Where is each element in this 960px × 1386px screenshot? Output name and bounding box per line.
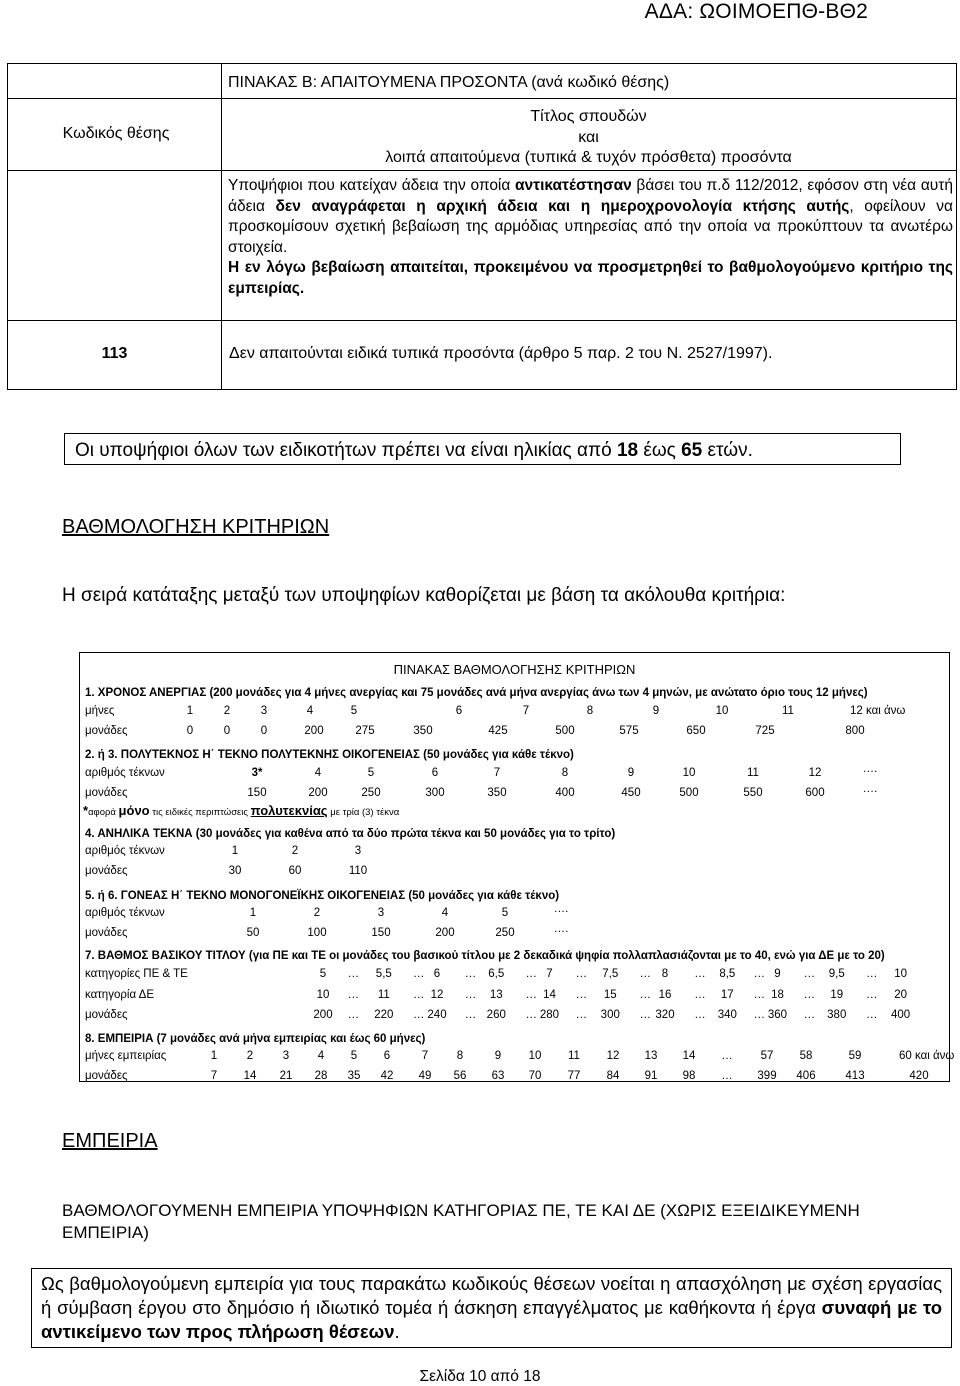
table-cell: 9 [652, 705, 660, 717]
section-experience: 8. ΕΜΠΕΙΡΙΑ (7 μονάδες ανά μήνα εμπειρίας και έως 60 μήνες) [85, 1033, 426, 1045]
criteria-heading: ΒΑΘΜΟΛΟΓΗΣΗ ΚΡΙΤΗΡΙΩΝ [62, 516, 330, 538]
table-cell: 300 [425, 787, 445, 799]
row-label: αριθμός τέκνων [85, 845, 165, 857]
table-cell: 49 [418, 1070, 432, 1082]
table-cell: 9,5 [828, 968, 845, 980]
footnote [83, 803, 399, 818]
table-cell: 7 [493, 767, 501, 779]
table-cell: 550 [743, 787, 763, 799]
table-cell: 21 [279, 1070, 293, 1082]
section-single-parent: 5. ή 6. ΓΟΝΕΑΣ Η΄ ΤΕΚΝΟ ΜΟΝΟΓΟΝΕΪΚΗΣ ΟΙΚΟΓΕΝΕΙΑΣ (50 μονάδες για κάθε τέκνο) [85, 890, 560, 902]
table-cell: 4 [441, 907, 449, 919]
age-requirement [64, 433, 901, 465]
table-cell: 6 [433, 968, 441, 980]
row-label: κατηγορία ΔΕ [85, 989, 154, 1001]
row-label: μονάδες [85, 787, 128, 799]
table-cell: … [464, 989, 477, 1001]
table-cell: 1 [249, 907, 257, 919]
license-note [228, 176, 953, 299]
table-cell: 56 [453, 1070, 467, 1082]
age-text: Οι υποψήφιοι όλων των ειδικοτήτων πρέπει να είναι ηλικίας από [75, 440, 612, 461]
table-cell: 406 [796, 1070, 816, 1082]
row-label: μονάδες [85, 1009, 128, 1021]
table-cell: 14 [543, 989, 556, 1001]
table-cell: 12 [606, 1050, 620, 1062]
continuation-dots: …. [553, 923, 569, 935]
table-cell: 12 και άνω [850, 705, 906, 717]
experience-heading: ΕΜΠΕΙΡΙΑ [62, 1130, 158, 1152]
table-cell: 400 [555, 787, 575, 799]
table-cell: 7 [210, 1070, 218, 1082]
definition-text: Ως βαθμολογούμενη εμπειρία για τους παρακάτω κωδικούς θέσεων νοείται η απασχόληση με σχέση εργασίας ή σύμβαση έργου στο δημόσιο ή ιδιωτικό τομέα ή άσκηση επαγγέλματος με καθήκοντα ή έργα [41, 1273, 942, 1318]
table-cell: … [803, 989, 816, 1001]
footnote-text: τις ειδικές περιπτώσεις [152, 807, 248, 818]
table-cell: 60 και άνω [899, 1050, 955, 1062]
row-label: αριθμός τέκνων [85, 907, 165, 919]
table-cell: 1 [210, 1050, 218, 1062]
table-cell: 10 [682, 767, 696, 779]
age-text: ετών. [707, 440, 753, 461]
table-cell: 8 [456, 1050, 464, 1062]
table-cell: … [865, 968, 878, 980]
table-cell: 250 [495, 927, 515, 939]
table-cell: … [753, 968, 765, 980]
table-cell: 19 [830, 989, 844, 1001]
table-cell: … [639, 968, 651, 980]
table-cell: 200 [313, 1009, 333, 1021]
table-cell: … [525, 1009, 537, 1021]
footnote-star: * [83, 803, 89, 818]
continuation-dots: …. [862, 783, 878, 795]
table-cell: … [347, 1009, 360, 1021]
table-cell: 50 [246, 927, 260, 939]
table-cell: … [639, 1009, 651, 1021]
table-cell: 420 [909, 1070, 929, 1082]
ada-code: ΑΔΑ: ΩΟΙΜΟΕΠΘ-ΒΘ2 [644, 0, 868, 23]
table-divider [8, 320, 956, 321]
table-cell: 400 [891, 1009, 911, 1021]
table-cell: 3 [282, 1050, 290, 1062]
column-header-title [221, 107, 956, 169]
footnote-text: με τρία (3) τέκνα [330, 807, 400, 818]
table-cell: 150 [247, 787, 267, 799]
table-cell: 30 [228, 865, 242, 877]
table-cell: 200 [308, 787, 328, 799]
table-cell: 650 [686, 725, 706, 737]
table-cell: 0 [260, 725, 268, 737]
table-divider [8, 98, 956, 99]
header-line: Τίτλος σπουδών [530, 108, 647, 125]
table-cell: 11 [568, 1050, 580, 1062]
table-cell: … [639, 989, 651, 1001]
section-degree-grade: 7. ΒΑΘΜΟΣ ΒΑΣΙΚΟΥ ΤΙΤΛΟΥ (για ΠΕ και ΤΕ οι μονάδες του βασικού τίτλου με 2 δεκαδικά ψηφία πολλαπλασιάζονται με το 40, ενώ για ΔΕ με το 20) [85, 950, 885, 962]
table-cell: 399 [757, 1070, 777, 1082]
row-label: μήνες [85, 705, 115, 717]
table-cell: 250 [361, 787, 381, 799]
table-cell: 10 [894, 968, 907, 980]
table-cell: 5 [367, 767, 375, 779]
experience-subheading: ΒΑΘΜΟΛΟΓΟΥΜΕΝΗ ΕΜΠΕΙΡΙΑ ΥΠΟΨΗΦΙΩΝ ΚΑΤΗΓΟΡΙΑΣ ΠΕ, ΤΕ ΚΑΙ ΔΕ (ΧΩΡΙΣ ΕΞΕΙΔΙΚΕΥΜΕΝΗ ΕΜΠΕΙΡΙΑ) [62, 1201, 860, 1242]
table-cell: 2 [313, 907, 321, 919]
row-label: κατηγορίες ΠΕ & ΤΕ [85, 968, 188, 980]
table-cell: … [464, 968, 477, 980]
table-cell: 5 [350, 705, 358, 717]
table-cell: 3 [377, 907, 385, 919]
table-cell: 3 [354, 845, 362, 857]
table-cell: 280 [539, 1009, 560, 1021]
table-cell: 220 [374, 1009, 394, 1021]
table-cell: … [347, 989, 360, 1001]
table-cell: … [753, 1009, 765, 1021]
header-line: λοιπά απαιτούμενα (τυπικά & τυχόν πρόσθετα) προσόντα [385, 149, 792, 166]
table-cell: 8 [661, 968, 669, 980]
table-cell: 28 [314, 1070, 328, 1082]
table-cell: … [721, 1070, 733, 1082]
table-cell: … [803, 1009, 816, 1021]
criteria-intro: Η σειρά κατάταξης μεταξύ των υποψηφίων καθορίζεται με βάση τα ακόλουθα κριτήρια: [62, 585, 786, 606]
table-cell: 575 [619, 725, 639, 737]
table-cell: … [721, 1050, 733, 1062]
table-cell: 200 [435, 927, 455, 939]
table-cell: 725 [755, 725, 775, 737]
footnote-text: μόνο [118, 803, 150, 818]
table-cell: … [865, 1009, 878, 1021]
table-cell: … [694, 968, 706, 980]
table-cell: 84 [606, 1070, 620, 1082]
table-cell: 57 [760, 1050, 774, 1062]
age-min: 18 [616, 440, 639, 461]
table-cell: 70 [528, 1070, 542, 1082]
table-cell: 8 [561, 767, 569, 779]
table-cell: … [575, 1009, 588, 1021]
footnote-text: αφορά [88, 807, 116, 818]
table-cell: 600 [805, 787, 825, 799]
table-cell: … [347, 968, 360, 980]
table-cell: 3* [251, 767, 263, 779]
table-cell: 6,5 [488, 968, 505, 980]
definition-text: . [394, 1321, 400, 1342]
table-cell: 300 [600, 1009, 620, 1021]
table-cell: 9 [494, 1050, 502, 1062]
table-divider [8, 170, 956, 171]
table-cell: 14 [682, 1050, 696, 1062]
table-cell: 350 [413, 725, 433, 737]
table-cell: 2 [291, 845, 299, 857]
table-cell: 35 [347, 1070, 361, 1082]
table-cell: 11 [377, 989, 390, 1001]
table-cell: 6 [455, 705, 463, 717]
table-cell: … [464, 1009, 477, 1021]
table-cell: 14 [243, 1070, 257, 1082]
table-cell: 9 [627, 767, 635, 779]
table-cell: … [575, 968, 588, 980]
table-cell: 8,5 [719, 968, 736, 980]
header-line: και [578, 128, 599, 146]
table-cell: 63 [491, 1070, 505, 1082]
table-cell: 7 [522, 705, 530, 717]
continuation-dots: …. [862, 763, 878, 775]
table-cell: 91 [644, 1070, 658, 1082]
table-cell: 110 [348, 865, 368, 877]
table-cell: 20 [894, 989, 907, 1001]
table-cell: 10 [528, 1050, 542, 1062]
table-cell: 800 [845, 725, 865, 737]
column-header-code: Κωδικός θέσης [62, 125, 170, 142]
table-cell: 2 [246, 1050, 254, 1062]
table-cell: 240 [427, 1009, 447, 1021]
table-cell: 13 [644, 1050, 658, 1062]
table-cell: 13 [489, 989, 503, 1001]
table-cell: … [694, 1009, 706, 1021]
table-cell: 15 [603, 989, 617, 1001]
footnote-text: πολυτεκνίας [250, 803, 328, 818]
table-cell: 0 [223, 725, 231, 737]
table-cell: 275 [355, 725, 375, 737]
table-cell: … [413, 968, 425, 980]
continuation-dots: …. [553, 903, 569, 915]
certificate-note: Η εν λόγω βεβαίωση απαιτείται, προκειμένου να προσμετρηθεί το βαθμολογούμενο κριτήριο της εμπειρίας. [228, 259, 953, 297]
table-title: ΠΙΝΑΚΑΣ Β: ΑΠΑΙΤΟΥΜΕΝΑ ΠΡΟΣΟΝΤΑ (ανά κωδικό θέσης) [228, 74, 670, 91]
note-text: Υποψήφιοι που κατείχαν άδεια την οποία [228, 177, 511, 194]
table-cell: 77 [567, 1070, 581, 1082]
table-cell: 350 [487, 787, 507, 799]
table-cell: 59 [848, 1050, 862, 1062]
table-cell: 0 [186, 725, 194, 737]
table-cell: … [753, 989, 765, 1001]
table-cell: … [575, 989, 588, 1001]
experience-definition [31, 1268, 952, 1348]
table-cell: 320 [655, 1009, 675, 1021]
table-cell: 413 [845, 1070, 865, 1082]
section-large-family: 2. ή 3. ΠΟΛΥΤΕΚΝΟΣ Η΄ ΤΕΚΝΟ ΠΟΛΥΤΕΚΝΗΣ ΟΙΚΟΓΕΝΕΙΑΣ (50 μονάδες για κάθε τέκνο) [85, 749, 574, 761]
row-label: αριθμός τέκνων [85, 767, 165, 779]
table-cell: 4 [314, 767, 322, 779]
table-cell: 500 [555, 725, 575, 737]
table-cell: 5 [350, 1050, 358, 1062]
table-cell: … [413, 1009, 425, 1021]
table-cell: 200 [304, 725, 324, 737]
row-label: μονάδες [85, 1070, 128, 1082]
table-cell: 17 [720, 989, 734, 1001]
table-cell: 340 [717, 1009, 737, 1021]
table-cell: 5 [501, 907, 509, 919]
table-cell: 360 [767, 1009, 788, 1021]
age-max: 65 [681, 440, 703, 461]
table-cell: 12 [808, 767, 822, 779]
table-cell: 2 [223, 705, 231, 717]
table-cell: 10 [316, 989, 330, 1001]
table-cell: 4 [306, 705, 314, 717]
table-cell: … [803, 968, 816, 980]
note-text: βάσει του π.δ 112/2012, εφόσον στη νέα αυτή άδεια [228, 177, 953, 215]
table-cell: 16 [658, 989, 672, 1001]
table-cell: 7,5 [602, 968, 619, 980]
section-minor-children: 4. ΑΝΗΛΙΚΑ ΤΕΚΝΑ (30 μονάδες για καθένα από τα δύο πρώτα τέκνα και 50 μονάδες για το τρίτο) [85, 828, 616, 840]
table-cell: 58 [799, 1050, 813, 1062]
note-text-bold: αντικατέστησαν [515, 177, 632, 194]
table-cell: 8 [586, 705, 594, 717]
table-cell: 7 [421, 1050, 429, 1062]
position-code: 113 [101, 345, 128, 362]
table-cell: 450 [621, 787, 641, 799]
table-cell: 4 [317, 1050, 325, 1062]
table-cell: 150 [371, 927, 391, 939]
table-cell: 18 [771, 989, 784, 1001]
table-cell: 500 [679, 787, 699, 799]
table-cell: … [694, 989, 706, 1001]
note-text-bold: δεν αναγράφεται η αρχική άδεια και η ημεροχρονολογία κτήσης αυτής [275, 197, 850, 215]
table-cell: 425 [488, 725, 508, 737]
table-cell: 9 [774, 968, 781, 980]
row-label: μονάδες [85, 725, 128, 737]
table-cell: 10 [715, 705, 729, 717]
table-cell: 60 [288, 865, 302, 877]
table-cell: 7 [546, 968, 553, 980]
note-text: , οφείλουν να προσκομίσουν σχετική βεβαίωση της αρμόδιας υπηρεσίας από την οποία να προκύπτουν τα ανωτέρω στοιχεία. [228, 197, 953, 256]
age-text: έως [643, 440, 676, 461]
table-cell: 11 [747, 767, 759, 779]
table-cell: 6 [383, 1050, 391, 1062]
table-cell: 12 [430, 989, 444, 1001]
table-cell: 100 [307, 927, 327, 939]
section-unemployment: 1. ΧΡΟΝΟΣ ΑΝΕΡΓΙΑΣ (200 μονάδες για 4 μήνες ανεργίας και 75 μονάδες ανά μήνα ανεργίας άνω των 4 μηνών, με ανώτατο όριο τους 12 μήνες) [85, 687, 868, 699]
table-cell: 6 [431, 767, 439, 779]
row-label: μονάδες [85, 865, 128, 877]
table-cell: 380 [827, 1009, 847, 1021]
criteria-table [79, 652, 955, 1082]
table-cell: 5 [319, 968, 327, 980]
definition-text-bold: συναφή με το αντικείμενο των προς πλήρωση θέσεων [41, 1297, 942, 1342]
table-cell: 98 [682, 1070, 696, 1082]
table-cell: … [865, 989, 878, 1001]
row-label: μονάδες [85, 927, 128, 939]
table-cell: … [413, 989, 425, 1001]
table-cell: 1 [231, 845, 239, 857]
position-requirements: Δεν απαιτούνται ειδικά τυπικά προσόντα (άρθρο 5 παρ. 2 του Ν. 2527/1997). [229, 345, 773, 362]
table-cell: 42 [380, 1070, 394, 1082]
row-label: μήνες εμπειρίας [85, 1050, 167, 1062]
table-cell: … [525, 989, 537, 1001]
page-number: Σελίδα 10 από 18 [419, 1368, 541, 1385]
table-cell: 11 [782, 705, 794, 717]
table-cell: 3 [260, 705, 268, 717]
requirements-table [7, 63, 957, 390]
table-cell: 1 [186, 705, 194, 717]
criteria-table-title: ΠΙΝΑΚΑΣ ΒΑΘΜΟΛΟΓΗΣΗΣ ΚΡΙΤΗΡΙΩΝ [393, 662, 636, 677]
table-cell: 5,5 [375, 968, 392, 980]
table-cell: 260 [486, 1009, 506, 1021]
table-cell: … [525, 968, 537, 980]
